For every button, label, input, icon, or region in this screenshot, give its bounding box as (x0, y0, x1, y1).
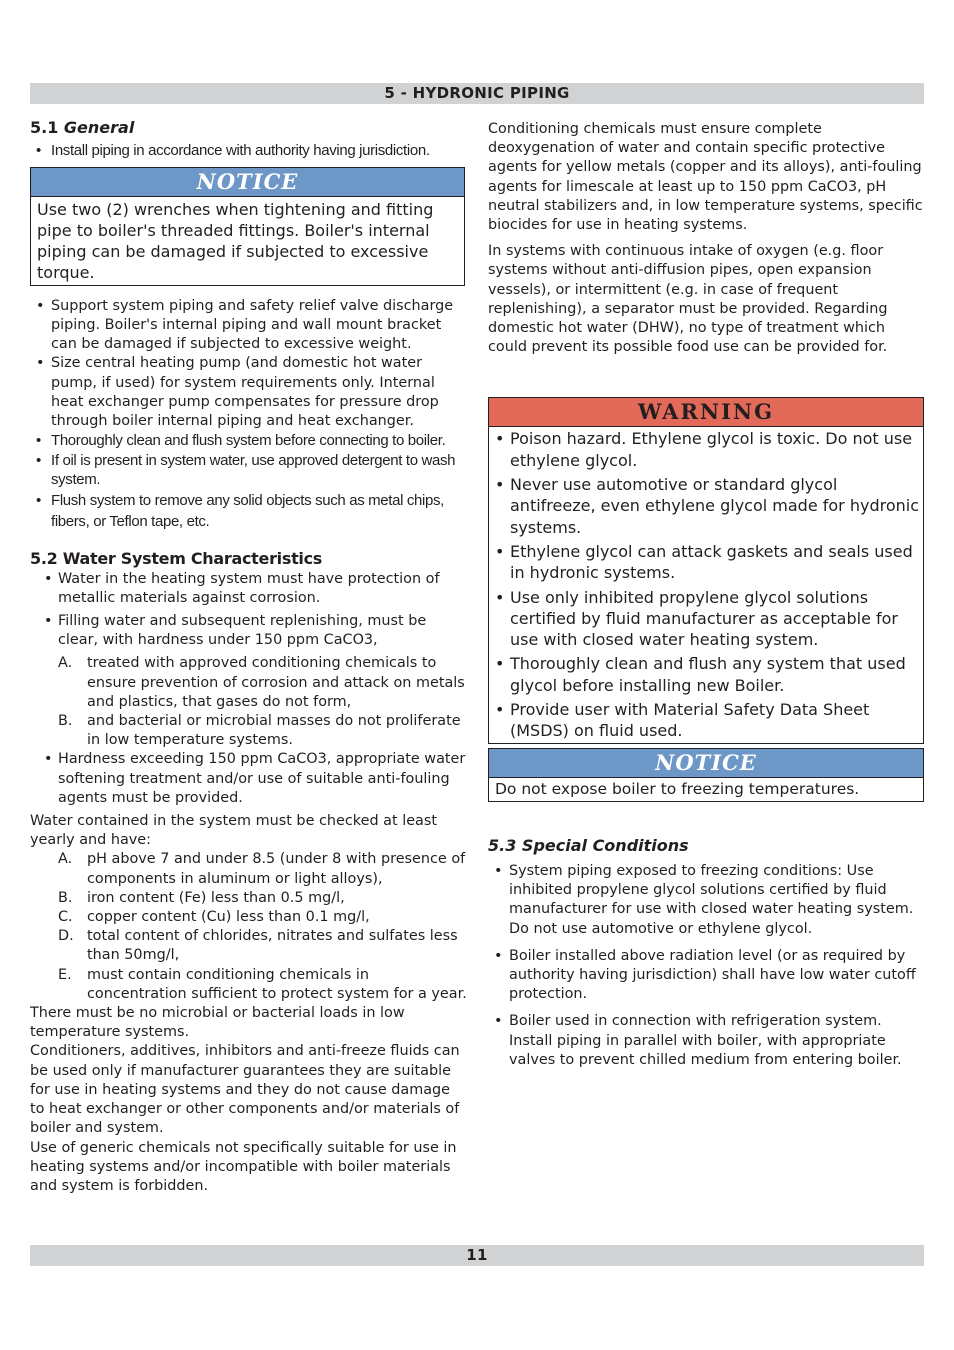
water-checked-intro: Water contained in the system must be checked at least yearly and have: (30, 813, 438, 849)
water-section-body (30, 570, 467, 1197)
right-para-2: In systems with continuous intake of oxygen (e.g. floor systems without anti-diffusion pipes, open expansion vessels), or intermittent (e.g. in case of frequent replenishing), a separator must be provided. Regarding domestic hot water (DHW), no type of treatment which could prevent its possible food use can be provided for. (488, 243, 888, 356)
water-para-2: Conditioners, additives, inhibitors and anti-freeze fluids can be used only if manufacturer guarantees they are suitable for use in heating systems and they do not cause damage to heat exchanger or other components and/or materials of boiler and system. (30, 1043, 460, 1137)
list-item: • Poison hazard. Ethylene glycol is toxic. Do not use ethylene glycol. (489, 428, 919, 471)
footer-bar (30, 1245, 924, 1266)
water-sub-list (30, 654, 467, 750)
notice-label: NOTICE (31, 168, 464, 197)
general-bullets-b (30, 431, 467, 532)
list-item: • Install piping in accordance with authority having jurisdiction. (30, 141, 467, 161)
list-item: • Boiler installed above radiation level (or as required by authority having jurisdiction) shall have low water cutoff protection. (488, 947, 924, 1005)
special-heading: 5.3 Special Conditions (488, 835, 689, 855)
notice-label: NOTICE (489, 749, 923, 778)
list-item: • Thoroughly clean and flush system before connecting to boiler. (30, 431, 467, 451)
list-item: D. total content of chlorides, nitrates and sulfates less than 50mg/l, (58, 928, 458, 964)
list-item: • System piping exposed to freezing conditions: Use inhibited propylene glycol solutions certified by fluid manufacturer for use with closed water heating system. Do not use automotive or ethylene glycol. (488, 862, 924, 939)
notice-box-wrenches (30, 167, 465, 286)
list-item: • Boiler used in connection with refrigeration system. Install piping in parallel with boiler, with appropriate valves to prevent chilled medium from entering boiler. (488, 1012, 924, 1070)
list-item: • Thoroughly clean and flush any system that used glycol before installing new Boiler. (489, 653, 919, 696)
warning-list (489, 427, 923, 742)
list-item: B. and bacterial or microbial masses do not proliferate in low temperature systems. (58, 713, 461, 749)
list-item: B. iron content (Fe) less than 0.5 mg/l, (58, 889, 345, 906)
water-bullets-2 (30, 750, 467, 808)
water-checked-list (30, 850, 467, 1004)
section-header-title: 5 - HYDRONIC PIPING (384, 84, 570, 102)
list-item: • Flush system to remove any solid objects such as metal chips, fibers, or Teflon tape, etc. (30, 490, 467, 532)
water-para-3: Use of generic chemicals not specifically suitable for use in heating systems and/or incompatible with boiler materials and system is forbidden. (30, 1139, 457, 1194)
list-item: • Provide user with Material Safety Data Sheet (MSDS) on fluid used. (489, 699, 919, 742)
left-column (30, 118, 467, 1196)
general-intro-list (30, 141, 467, 161)
list-item: • Never use automotive or standard glycol antifreeze, even ethylene glycol made for hydronic systems. (489, 474, 919, 538)
list-item: E. must contain conditioning chemicals in concentration sufficient to protect system for a year. (58, 966, 467, 1002)
list-item: A. treated with approved conditioning chemicals to ensure prevention of corrosion and attack on metals and plastics, that gases do not form, (58, 655, 465, 710)
notice-box-freezing (488, 748, 924, 802)
general-bullets-a (30, 297, 467, 431)
warning-label: WARNING (489, 398, 923, 427)
special-list (488, 862, 924, 1070)
list-item: • Water in the heating system must have protection of metallic materials against corrosion. (30, 570, 467, 608)
list-item: • Support system piping and safety relief valve discharge piping. Boiler's internal piping and wall mount bracket can be damaged if subjected to excessive weight. (30, 297, 467, 355)
list-item: • Use only inhibited propylene glycol solutions certified by fluid manufacturer as acceptable for use with closed water heating system. (489, 587, 919, 651)
list-item: • Filling water and subsequent replenishing, must be clear, with hardness under 150 ppm CaCO3, (30, 612, 467, 650)
list-item: • Size central heating pump (and domestic hot water pump, if used) for system requirements only. Internal heat exchanger pump compensates for pressure drop through boiler internal piping and heat exchanger. (30, 354, 467, 431)
right-para-1: Conditioning chemicals must ensure complete deoxygenation of water and contain specific protective agents for yellow metals (copper and its alloys), anti-fouling agents for limescale at least up to 150 ppm CaCO3, pH neutral stabilizers and, in low temperature systems, specific biocides for use in heating systems. (488, 121, 923, 234)
water-heading: 5.2 Water System Characteristics (30, 548, 323, 568)
warning-box (488, 397, 924, 743)
section-header-bar (30, 83, 924, 104)
list-item: • If oil is present in system water, use approved detergent to wash system. (30, 451, 467, 490)
water-bullets-1 (30, 570, 467, 651)
page-number: 11 (466, 1246, 488, 1264)
general-heading: 5.1 General (30, 118, 135, 137)
notice-text: Do not expose boiler to freezing temperatures. (495, 779, 860, 798)
list-item: A. pH above 7 and under 8.5 (under 8 with presence of components in aluminum or light alloys), (58, 851, 466, 887)
notice-text: Use two (2) wrenches when tightening and fitting pipe to boiler's threaded fittings. Boiler's internal piping can be damaged if subjected to excessive torque. (37, 199, 434, 283)
list-item: • Ethylene glycol can attack gaskets and seals used in hydronic systems. (489, 541, 919, 584)
right-column (488, 120, 924, 1070)
list-item: C. copper content (Cu) less than 0.1 mg/l, (58, 909, 370, 926)
water-para-1: There must be no microbial or bacterial loads in low temperature systems. (30, 1005, 405, 1041)
list-item: • Hardness exceeding 150 ppm CaCO3, appropriate water softening treatment and/or use of suitable anti-fouling agents must be provided. (30, 750, 467, 808)
